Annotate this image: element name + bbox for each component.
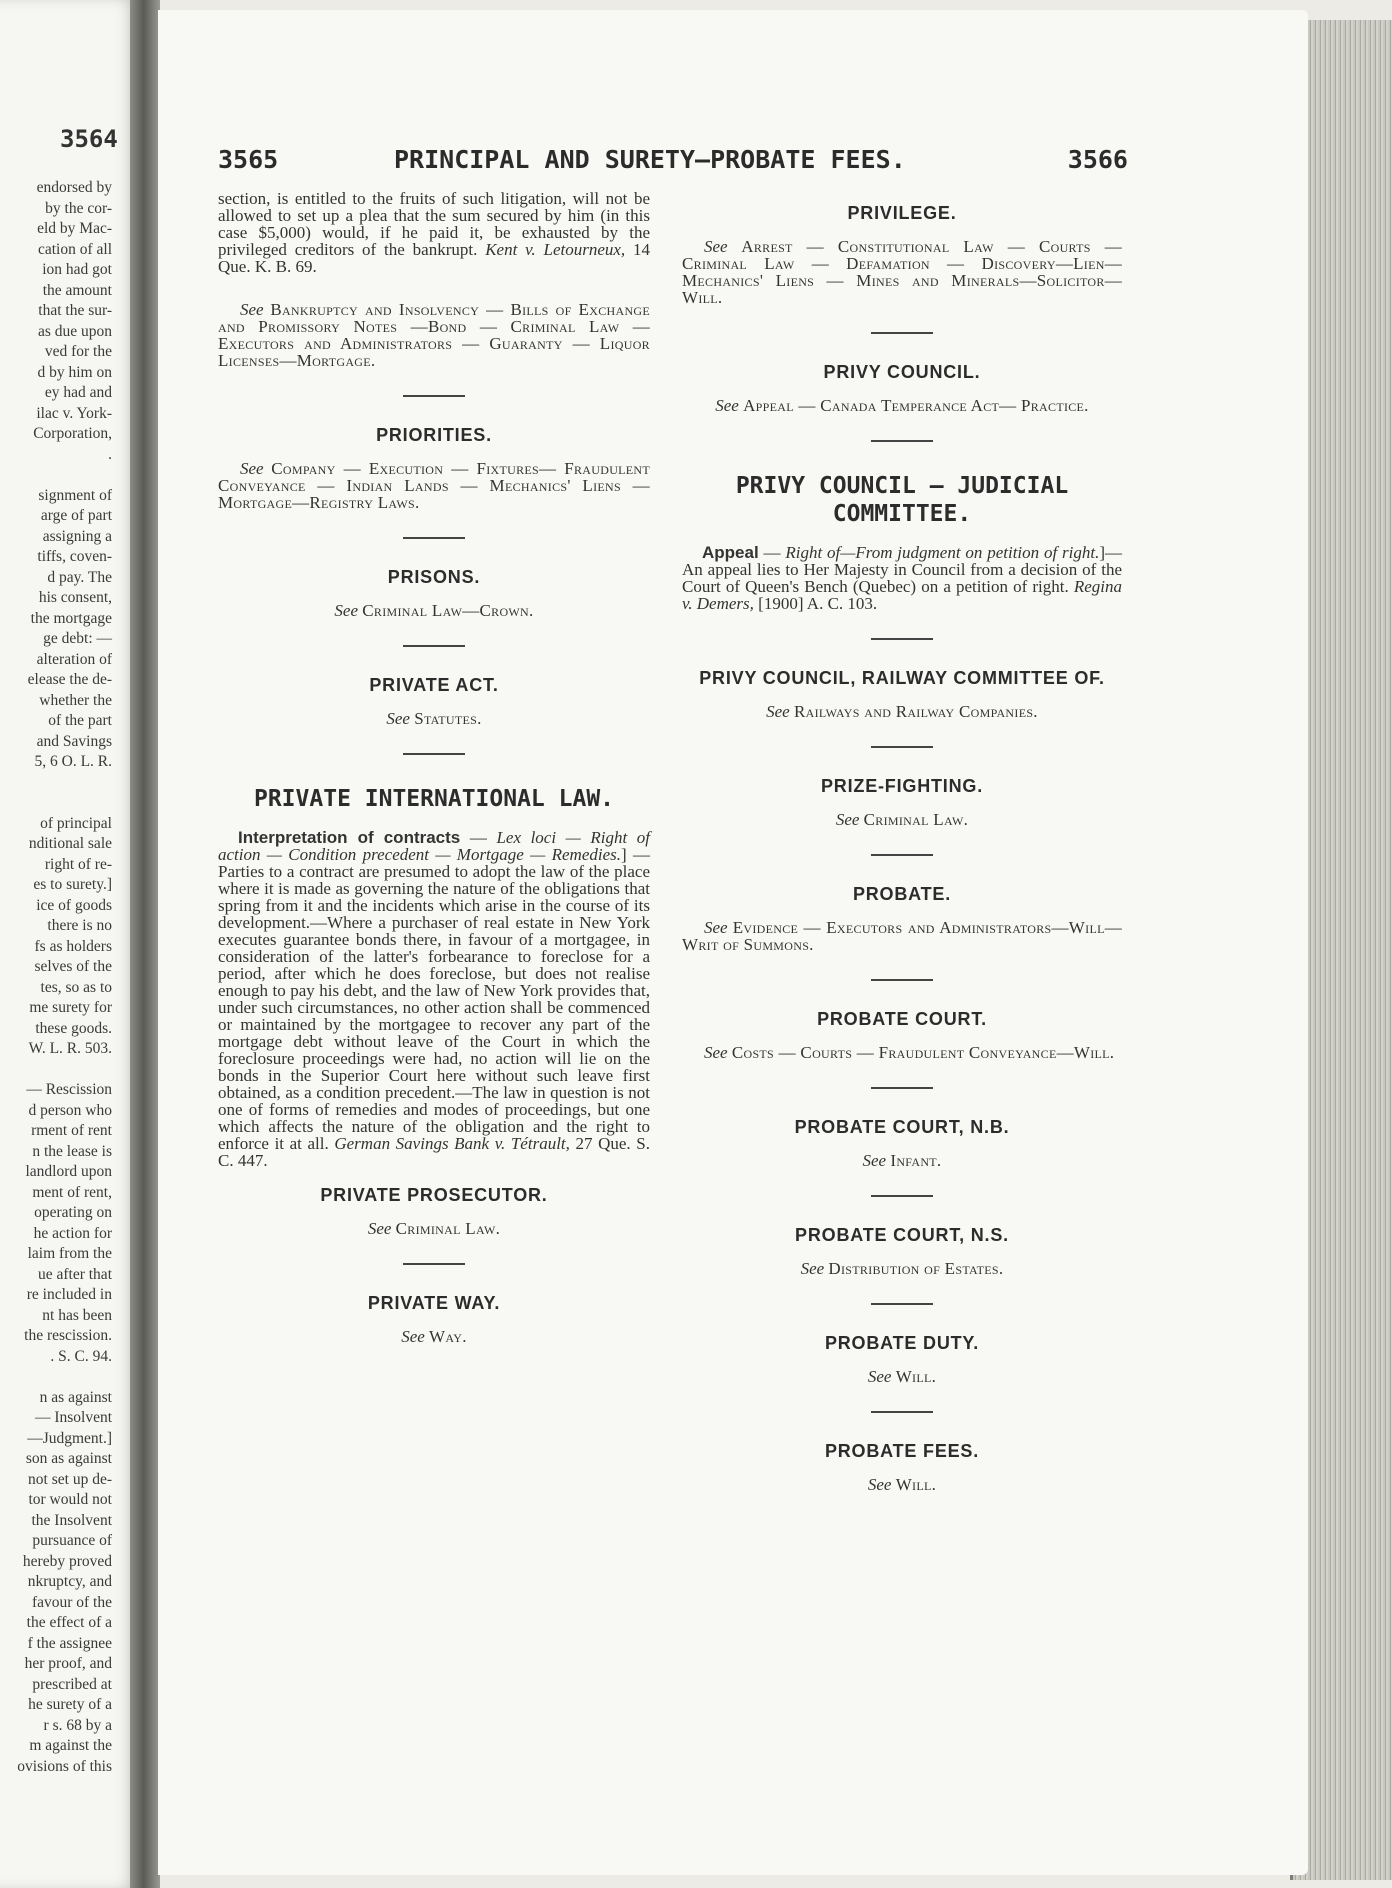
previous-page-line: there is no	[47, 917, 112, 934]
previous-page-line: he surety of a	[28, 1696, 112, 1713]
previous-page-line: whether the	[39, 691, 112, 709]
heading-prisons: PRISONS.	[387, 567, 481, 587]
previous-page-line	[0, 1060, 112, 1081]
entry-subject: Right of—From judgment on petition of right.	[785, 543, 1100, 562]
see-label: See	[704, 1043, 728, 1062]
entry-probate-court	[682, 1044, 1122, 1061]
divider	[871, 1411, 933, 1413]
previous-page-line: the mortgage	[30, 609, 112, 627]
previous-page-line: ge debt: —	[43, 630, 112, 647]
divider	[403, 645, 465, 647]
entry-private-prosecutor	[218, 1220, 650, 1237]
previous-page-line: and Savings	[36, 732, 112, 750]
previous-page-line: son as against	[25, 1450, 112, 1467]
previous-page-line: pursuance of	[32, 1532, 112, 1549]
divider	[871, 854, 933, 856]
previous-page-line: arge of part	[40, 507, 112, 524]
cross-references: Way.	[429, 1327, 467, 1346]
heading-private-international-law: PRIVATE INTERNATIONAL LAW.	[253, 786, 615, 812]
previous-page-line: hereby proved	[22, 1552, 112, 1570]
see-label: See	[867, 1475, 892, 1494]
entry-lead: Interpretation of contracts	[238, 828, 461, 847]
entry-prisons	[218, 602, 650, 619]
see-also-entry	[218, 301, 650, 369]
previous-page-line: ion had got	[42, 261, 112, 278]
see-label: See	[800, 1259, 825, 1278]
cross-references: Bankruptcy and Insolvency — Bills of Exchange and Promissory Notes —Bond — Criminal Law — Executors and Administrators — Guaranty — Liquor Licenses—Mortgage.	[218, 300, 651, 370]
previous-page-line: n as against	[39, 1388, 112, 1406]
previous-page-strip	[0, 0, 140, 1888]
heading-probate-court: PROBATE COURT.	[817, 1009, 987, 1029]
previous-page-line: not set up de-	[28, 1470, 112, 1488]
previous-page-line: ovisions of this	[17, 1757, 112, 1775]
divider	[871, 1087, 933, 1089]
previous-page-line: as due upon	[37, 322, 112, 340]
previous-page-line	[0, 773, 112, 794]
case-citation: 14 Que. K. B. 69.	[218, 240, 651, 276]
case-name: Regina v. Demers,	[682, 577, 1122, 613]
previous-page-line: rment of rent	[31, 1122, 112, 1139]
previous-page-line: ilac v. York-	[36, 404, 112, 422]
cross-references: Will.	[895, 1367, 937, 1386]
heading-privy-council: PRIVY COUNCIL.	[823, 362, 981, 382]
column-right	[682, 205, 1122, 1493]
cross-references: Distribution of Estates.	[828, 1259, 1004, 1278]
cross-references: Infant.	[890, 1151, 942, 1170]
entry-probate-fees	[682, 1476, 1122, 1493]
heading-privilege: PRIVILEGE.	[847, 203, 957, 223]
divider	[871, 1303, 933, 1305]
previous-page-line: r s. 68 by a	[43, 1716, 112, 1734]
see-label: See	[240, 459, 264, 478]
entry-body: ]—An appeal lies to Her Majesty in Council from a decision of the Court of Queen's Bench (Quebec) on a petition of right.	[682, 543, 1123, 596]
previous-page-line: selves of the	[34, 958, 112, 975]
heading-prize-fighting: PRIZE-FIGHTING.	[821, 776, 983, 796]
divider	[871, 1195, 933, 1197]
cross-references: Arrest — Constitutional Law — Courts — Criminal Law — Defamation — Discovery—Lien—Mechanics' Liens — Mines and Minerals—Solicitor—Will.	[682, 237, 1122, 307]
previous-page-line: ue after that	[37, 1265, 112, 1283]
previous-page-line: — Rescission	[26, 1081, 112, 1098]
previous-page-line: re included in	[26, 1286, 112, 1303]
previous-page-line	[0, 1367, 112, 1388]
previous-page-line: ice of goods	[36, 896, 112, 914]
previous-page-line: ved for the	[44, 343, 112, 360]
entry-privy-council-railway-committee	[682, 703, 1122, 720]
heading-probate: PROBATE.	[852, 884, 952, 904]
previous-page-line: —Judgment.]	[27, 1429, 112, 1447]
case-name: Kent v. Letourneux,	[485, 240, 626, 259]
previous-page-line: endorsed by	[36, 179, 112, 196]
previous-page-line: laim from the	[27, 1245, 112, 1262]
running-title: PRINCIPAL AND SURETY—PROBATE FEES.	[394, 145, 906, 174]
see-label: See	[401, 1327, 425, 1346]
previous-page-line: nt has been	[42, 1306, 112, 1324]
divider	[871, 979, 933, 981]
previous-page-line	[0, 465, 112, 486]
cross-references: Will.	[895, 1475, 937, 1494]
previous-page-line: ment of rent,	[32, 1183, 112, 1201]
previous-page-line: n the lease is	[32, 1142, 112, 1160]
previous-page-line: fs as holders	[34, 937, 112, 955]
previous-page-line: cation of all	[37, 240, 112, 258]
previous-page-line: landlord upon	[25, 1163, 112, 1180]
divider	[403, 537, 465, 539]
cross-references: Criminal Law.	[863, 810, 969, 829]
cross-references: Railways and Railway Companies.	[793, 702, 1038, 721]
previous-page-line: signment of	[38, 486, 112, 504]
continuation-paragraph	[218, 190, 650, 275]
entry-priorities	[218, 460, 650, 511]
entry-privy-council-judicial-committee	[682, 544, 1122, 612]
previous-page-line: m against the	[29, 1737, 112, 1754]
dash: —	[460, 828, 497, 847]
entry-private-way	[218, 1328, 650, 1345]
heading-probate-fees: PROBATE FEES.	[824, 1441, 980, 1461]
previous-page-line: f the assignee	[27, 1634, 112, 1652]
previous-page-line: tiffs, coven-	[37, 548, 112, 565]
cross-references: Evidence — Executors and Administrators—Will—Writ of Summons.	[682, 918, 1122, 954]
entry-prize-fighting	[682, 811, 1122, 828]
previous-page-line: her proof, and	[24, 1655, 112, 1672]
case-citation: 27 Que. S. C. 447.	[218, 1134, 650, 1170]
previous-page-line: ey had and	[44, 384, 112, 401]
previous-page-line: these goods.	[35, 1019, 112, 1037]
previous-page-line: right of re-	[44, 855, 112, 873]
continuation-text: section, is entitled to the fruits of such litigation, will not be allowed to set up a plea that the sum secured by him (in this case $5,000) would, if he paid it, be exhausted by the privileged creditors of the bankrupt.	[218, 189, 650, 259]
previous-page-line: assigning a	[42, 527, 112, 545]
entry-private-act	[218, 710, 650, 727]
previous-page-line: elease the de-	[27, 671, 112, 688]
heading-privy-council-railway-committee: PRIVY COUNCIL, RAILWAY COMMITTEE OF.	[699, 668, 1105, 688]
previous-page-line: eld by Mac-	[37, 220, 112, 237]
divider	[871, 638, 933, 640]
previous-page-line: . S. C. 94.	[50, 1347, 112, 1365]
cross-references: Company — Execution — Fixtures— Fraudulent Conveyance — Indian Lands — Mechanics' Liens — Mortgage—Registry Laws.	[218, 459, 651, 512]
entry-private-international-law	[218, 829, 650, 1169]
entry-subject: Lex loci — Right of action — Condition precedent — Mortgage — Remedies.	[218, 828, 650, 864]
right-page-number: 3566	[1067, 145, 1128, 174]
entry-probate-court-ns	[682, 1260, 1122, 1277]
previous-page-line: alteration of	[36, 650, 112, 668]
left-page-number: 3565	[218, 145, 279, 174]
heading-private-prosecutor: PRIVATE PROSECUTOR.	[320, 1185, 548, 1205]
previous-page-line: favour of the	[31, 1593, 112, 1611]
entry-body: ] — Parties to a contract are presumed to adopt the law of the place where it is made as governing the nature of the obligations that spring from it and the incidents which arise in the course of its development.—Where a purchaser of real estate in New York executes guarantee bonds there, in favour of a mortgagee, in consideration of the latter's forbearance to foreclose for a period, after which he does foreclose, but does not realise enough to pay his debt, and the law of New York provides that, under such circumstances, no other action shall be commenced or maintained by the mortgagee to recover any part of the mortgage debt without leave of the Court in which the foreclosure proceedings were had, no action will lie on the bonds in the Superior Court here without such leave first obtained, as a condition precedent.—The law in question is not one of forms of remedies and modes of proceedings, but one which affects the nature of the obligation and the right to enforce it at all.	[218, 845, 650, 1153]
see-label: See	[240, 300, 264, 319]
see-label: See	[334, 601, 359, 620]
entry-lead: Appeal	[702, 543, 759, 562]
previous-page-line: .	[108, 445, 112, 463]
previous-page-line: the amount	[42, 281, 112, 299]
see-label: See	[367, 1219, 392, 1238]
see-label: See	[766, 702, 790, 721]
previous-page-line: of principal	[40, 814, 112, 832]
previous-page-line: 5, 6 O. L. R.	[34, 753, 112, 770]
case-citation: [1900] A. C. 103.	[758, 594, 878, 613]
previous-page-line: the effect of a	[26, 1614, 112, 1631]
see-label: See	[862, 1151, 887, 1170]
divider	[871, 746, 933, 748]
see-label: See	[715, 396, 739, 415]
previous-page-line: nditional sale	[28, 835, 112, 852]
previous-page-number: 3564	[60, 125, 118, 153]
previous-page-line: — Insolvent	[34, 1409, 112, 1426]
heading-privy-council-judicial-committee: PRIVY COUNCIL — JUDICIAL COMMITTEE.	[735, 473, 1069, 527]
see-label: See	[867, 1367, 892, 1386]
divider	[403, 1263, 465, 1265]
previous-page-line: nkruptcy, and	[27, 1573, 112, 1590]
cross-references: Statutes.	[414, 709, 482, 728]
previous-page-line: prescribed at	[32, 1675, 112, 1693]
previous-page-line: by the cor-	[45, 199, 112, 217]
column-left	[218, 190, 650, 1345]
entry-privy-council	[682, 397, 1122, 414]
previous-page-line: d person who	[28, 1101, 112, 1119]
cross-references: Criminal Law—Crown.	[362, 601, 534, 620]
previous-page-line: that the sur-	[38, 302, 112, 319]
entry-probate-duty	[682, 1368, 1122, 1385]
previous-page-line: the Insolvent	[31, 1511, 112, 1529]
previous-page-line: d pay. The	[47, 568, 112, 586]
heading-priorities: PRIORITIES.	[376, 425, 492, 445]
cross-references: Criminal Law.	[395, 1219, 501, 1238]
cross-references: Costs — Courts — Fraudulent Conveyance—Will.	[731, 1043, 1115, 1062]
previous-page-line: es to surety.]	[33, 876, 112, 893]
cross-references: Appeal — Canada Temperance Act— Practice.	[743, 396, 1089, 415]
entry-probate	[682, 919, 1122, 953]
previous-page-line: W. L. R. 503.	[28, 1040, 112, 1057]
heading-private-way: PRIVATE WAY.	[367, 1293, 501, 1313]
entry-probate-court-nb	[682, 1152, 1122, 1169]
book-gutter	[130, 0, 160, 1888]
previous-page-text	[0, 178, 112, 1777]
case-name: German Savings Bank v. Tétrault,	[334, 1134, 570, 1153]
see-label: See	[704, 237, 728, 256]
heading-probate-duty: PROBATE DUTY.	[824, 1333, 980, 1353]
previous-page-line: the rescission.	[24, 1327, 112, 1344]
previous-page-line	[0, 793, 112, 814]
previous-page-line: he action for	[33, 1224, 112, 1242]
previous-page-line: d by him on	[37, 363, 112, 381]
see-label: See	[835, 810, 860, 829]
heading-probate-court-nb: PROBATE COURT, N.B.	[794, 1117, 1010, 1137]
previous-page-line: operating on	[34, 1204, 112, 1221]
heading-probate-court-ns: PROBATE COURT, N.S.	[795, 1225, 1009, 1245]
previous-page-line: Corporation,	[33, 425, 112, 442]
dash: —	[758, 543, 786, 562]
see-label: See	[386, 709, 410, 728]
heading-private-act: PRIVATE ACT.	[369, 675, 499, 695]
divider	[403, 395, 465, 397]
divider	[403, 753, 465, 755]
entry-privilege	[682, 238, 1122, 306]
divider	[871, 440, 933, 442]
previous-page-line: tor would not	[28, 1491, 112, 1508]
see-label: See	[704, 918, 728, 937]
previous-page-line: his consent,	[38, 589, 112, 606]
previous-page-line: of the part	[48, 712, 112, 729]
divider	[871, 332, 933, 334]
previous-page-line: tes, so as to	[40, 978, 112, 996]
previous-page-line: me surety for	[29, 999, 112, 1016]
